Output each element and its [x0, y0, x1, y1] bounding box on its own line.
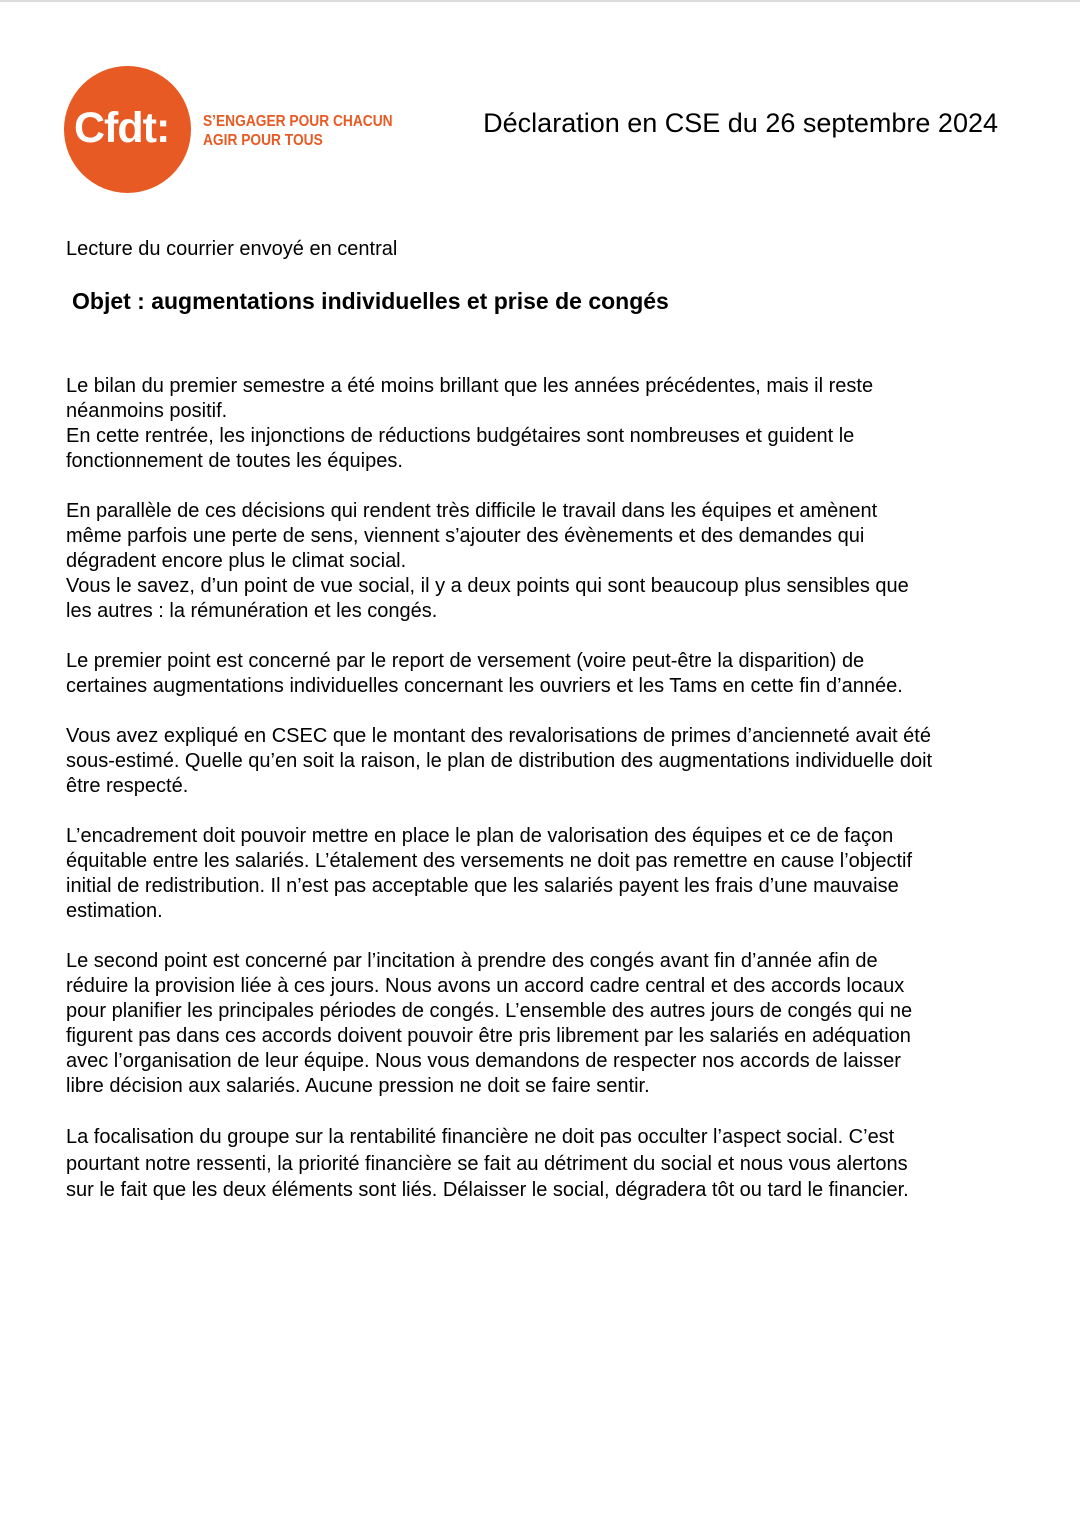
paragraph-line: néanmoins positif. — [66, 400, 228, 422]
top-border — [0, 0, 1080, 2]
paragraph-line: être respecté. — [66, 775, 189, 797]
letter-body — [66, 374, 1011, 1229]
intro-line: Lecture du courrier envoyé en central — [66, 238, 398, 260]
cfdt-logo — [64, 66, 393, 194]
paragraph — [66, 949, 1011, 1099]
paragraph-line: Le second point est concerné par l’incitation à prendre des congés avant fin d’année afin de — [66, 950, 878, 972]
logo-slogan-line-2: AGIR POUR TOUS — [203, 132, 323, 149]
logo-wordmark: Cfdt: — [74, 104, 170, 152]
document-title: Déclaration en CSE du 26 septembre 2024 — [483, 108, 998, 138]
paragraph-line: pour planifier les principales périodes de congés. L’ensemble des autres jours de congés qui ne — [66, 1000, 913, 1022]
paragraph-line: Vous le savez, d’un point de vue social, il y a deux points qui sont beaucoup plus sensibles que — [66, 575, 909, 597]
paragraph — [66, 824, 1011, 924]
paragraph-line: certaines augmentations individuelles concernant les ouvriers et les Tams en cette fin d’année. — [66, 675, 903, 697]
paragraph-line: Le premier point est concerné par le report de versement (voire peut-être la disparition) de — [66, 650, 865, 672]
logo-slogan — [203, 112, 393, 150]
paragraph — [66, 499, 1011, 624]
paragraph-line: les autres : la rémunération et les congés. — [66, 600, 438, 622]
paragraph-line: estimation. — [66, 900, 163, 922]
logo-slogan-line-1: S’ENGAGER POUR CHACUN — [203, 113, 393, 130]
paragraph-line: initial de redistribution. Il n’est pas acceptable que les salariés payent les frais d’une mauvaise — [66, 875, 899, 897]
paragraph-line: figurent pas dans ces accords doivent pouvoir être pris librement par les salariés en adéquation — [66, 1025, 911, 1047]
paragraph-line: libre décision aux salariés. Aucune pression ne doit se faire sentir. — [66, 1075, 650, 1097]
paragraph-line: avec l’organisation de leur équipe. Nous vous demandons de respecter nos accords de laisser — [66, 1050, 901, 1072]
paragraph-line: sous-estimé. Quelle qu’en soit la raison, le plan de distribution des augmentations individuelle doit — [66, 750, 933, 772]
paragraph — [66, 649, 1011, 699]
paragraph-line: L’encadrement doit pouvoir mettre en place le plan de valorisation des équipes et ce de façon — [66, 825, 894, 847]
paragraph-line: réduire la provision liée à ces jours. Nous avons un accord cadre central et des accords locaux — [66, 975, 905, 997]
paragraph-line: Vous avez expliqué en CSEC que le montant des revalorisations de primes d’ancienneté avait été — [66, 725, 931, 747]
paragraph-line: La focalisation du groupe sur la rentabilité financière ne doit pas occulter l’aspect social. C’est — [66, 1126, 895, 1148]
paragraph — [66, 724, 1011, 799]
paragraph — [66, 374, 1011, 474]
paragraph-line: équitable entre les salariés. L’étalement des versements ne doit pas remettre en cause l’objectif — [66, 850, 913, 872]
paragraph-line: même parfois une perte de sens, viennent s’ajouter des évènements et des demandes qui — [66, 525, 865, 547]
paragraph-line: Le bilan du premier semestre a été moins brillant que les années précédentes, mais il reste — [66, 375, 874, 397]
paragraph — [66, 1124, 1011, 1204]
paragraph-line: fonctionnement de toutes les équipes. — [66, 450, 403, 472]
paragraph-line: En parallèle de ces décisions qui rendent très difficile le travail dans les équipes et amènent — [66, 500, 878, 522]
paragraph-line: En cette rentrée, les injonctions de réductions budgétaires sont nombreuses et guident le — [66, 425, 855, 447]
paragraph-line: dégradent encore plus le climat social. — [66, 550, 407, 572]
subject-heading: Objet : augmentations individuelles et prise de congés — [72, 288, 669, 314]
paragraph-line: pourtant notre ressenti, la priorité financière se fait au détriment du social et nous vous alertons — [66, 1152, 908, 1175]
paragraph-line: sur le fait que les deux éléments sont liés. Délaisser le social, dégradera tôt ou tard le financier. — [66, 1179, 909, 1201]
